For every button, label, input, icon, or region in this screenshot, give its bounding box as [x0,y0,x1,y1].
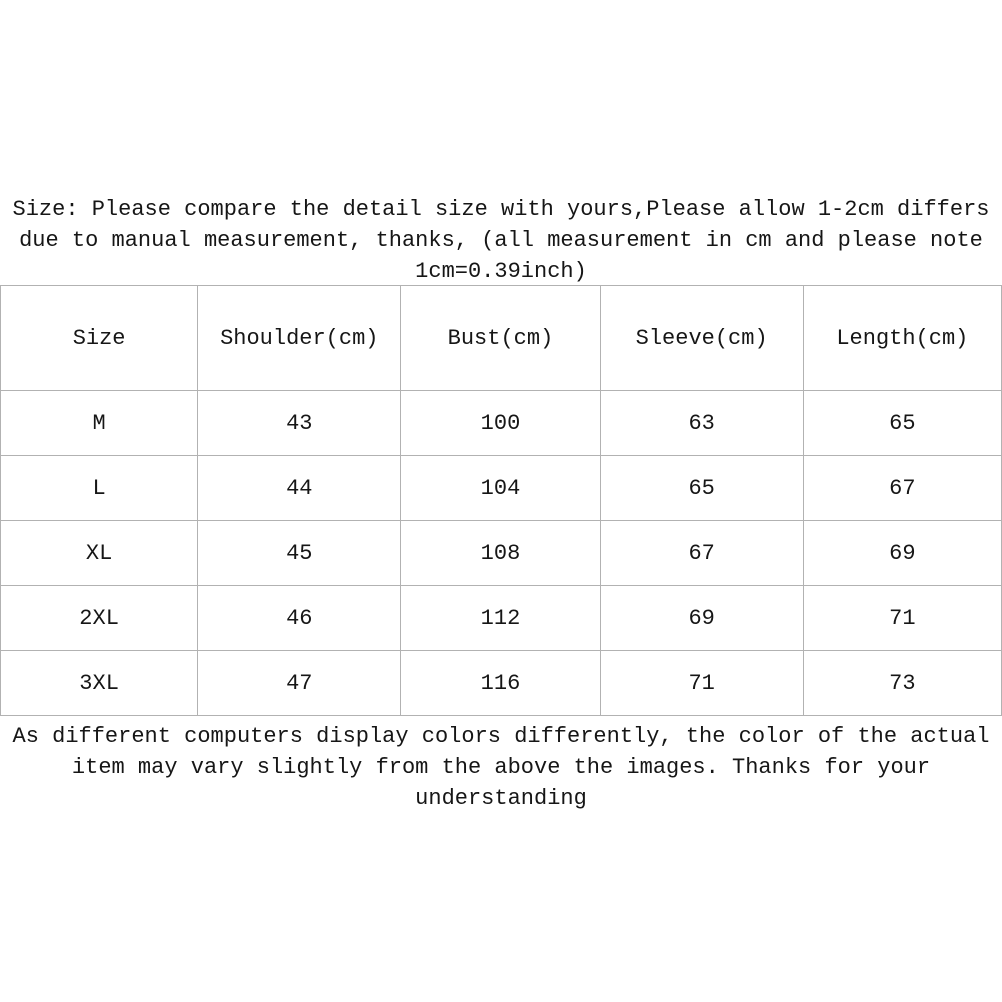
bust-value: 104 [401,456,600,521]
measurement-note: Size: Please compare the detail size with yours,Please allow 1-2cm differs due to manual measurement, thanks, (all measurement in cm and please note 1cm=0.39inch) [12,197,990,284]
table-row-3xl [1,651,1002,716]
sleeve-value: 67 [600,521,803,586]
column-header-bust: Bust(cm) [401,286,600,391]
size-label: XL [1,521,198,586]
bust-value: 100 [401,391,600,456]
shoulder-value: 47 [198,651,401,716]
length-value: 67 [803,456,1001,521]
table-row-xl [1,521,1002,586]
shoulder-value: 45 [198,521,401,586]
bust-value: 108 [401,521,600,586]
bust-value: 116 [401,651,600,716]
shoulder-value: 46 [198,586,401,651]
size-table [0,285,1002,716]
length-value: 65 [803,391,1001,456]
column-header-length: Length(cm) [803,286,1001,391]
size-table-header [1,286,1002,391]
table-row-m [1,391,1002,456]
shoulder-value: 44 [198,456,401,521]
size-label: M [1,391,198,456]
header-row [1,286,1002,391]
length-value: 69 [803,521,1001,586]
length-value: 73 [803,651,1001,716]
table-row-2xl [1,586,1002,651]
column-header-shoulder: Shoulder(cm) [198,286,401,391]
size-table-body [1,391,1002,716]
table-row-l [1,456,1002,521]
size-label: L [1,456,198,521]
bust-value: 112 [401,586,600,651]
size-label: 2XL [1,586,198,651]
sleeve-value: 71 [600,651,803,716]
sleeve-value: 69 [600,586,803,651]
length-value: 71 [803,586,1001,651]
column-header-size: Size [1,286,198,391]
size-label: 3XL [1,651,198,716]
sleeve-value: 63 [600,391,803,456]
sleeve-value: 65 [600,456,803,521]
color-disclaimer-note: As different computers display colors differently, the color of the actual item may vary slightly from the above the images. Thanks for your understanding [12,724,990,811]
column-header-sleeve: Sleeve(cm) [600,286,803,391]
shoulder-value: 43 [198,391,401,456]
